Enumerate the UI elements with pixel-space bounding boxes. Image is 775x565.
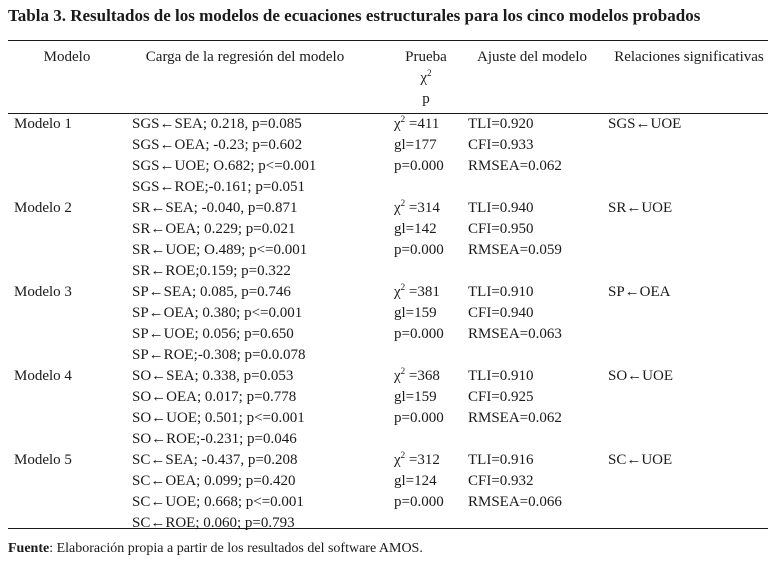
loading-line: SGS←SEA; 0.218, p=0.085	[132, 116, 302, 132]
significant-relation: SO←UOE	[608, 368, 674, 384]
chi-value: =312	[405, 452, 440, 468]
regression-loadings	[132, 282, 305, 366]
model-name: Modelo 3	[14, 284, 72, 300]
chi-symbol: χ	[394, 452, 401, 468]
source-note	[8, 541, 423, 557]
chi-value: =368	[405, 368, 440, 384]
table-title: Tabla 3. Resultados de los modelos de ecuaciones estructurales para los cinco modelos probados	[8, 6, 701, 25]
table-body	[0, 114, 775, 534]
loading-line: SO←UOE; 0.501; p<=0.001	[132, 410, 305, 426]
loading-line: SC←UOE; 0.668; p<=0.001	[132, 494, 304, 510]
loading-line: SP←UOE; 0.056; p=0.650	[132, 326, 294, 342]
fit-line: CFI=0.925	[468, 389, 534, 405]
loading-line: SGS←ROE;-0.161; p=0.051	[132, 179, 306, 195]
chi-symbol: χ	[394, 368, 401, 384]
gl-value: gl=142	[394, 221, 437, 237]
model-name: Modelo 4	[14, 368, 72, 384]
chi-square-test	[394, 114, 444, 177]
table-bottom-rule	[8, 528, 768, 529]
header-relaciones: Relaciones significativas	[614, 49, 764, 65]
header-chi-sup: 2	[427, 68, 432, 78]
model-name: Modelo 2	[14, 200, 72, 216]
fit-line: TLI=0.940	[468, 200, 534, 216]
header-chi-symbol: χ	[420, 70, 428, 86]
loading-line: SO←SEA; 0.338, p=0.053	[132, 368, 294, 384]
chi-sup: 2	[400, 366, 406, 376]
header-modelo: Modelo	[43, 49, 91, 65]
regression-loadings	[132, 198, 307, 282]
table-top-rule	[8, 40, 768, 41]
p-value: p=0.000	[394, 410, 444, 426]
chi-symbol: χ	[394, 284, 401, 300]
chi-value: =314	[405, 200, 440, 216]
table-row	[0, 114, 775, 198]
regression-loadings	[132, 366, 305, 450]
fit-line: CFI=0.940	[468, 305, 534, 321]
header-prueba	[394, 47, 458, 110]
fit-line: TLI=0.910	[468, 368, 534, 384]
loading-line: SR←ROE;0.159; p=0.322	[132, 263, 291, 279]
fit-line: CFI=0.933	[468, 137, 534, 153]
fit-line: CFI=0.950	[468, 221, 534, 237]
model-fit	[468, 450, 562, 513]
fit-line: RMSEA=0.066	[468, 494, 562, 510]
loading-line: SR←UOE; O.489; p<=0.001	[132, 242, 308, 258]
regression-loadings	[132, 450, 304, 534]
loading-line: SP←OEA; 0.380; p<=0.001	[132, 305, 303, 321]
chi-square-test	[394, 366, 444, 429]
fit-line: TLI=0.916	[468, 452, 534, 468]
fit-line: TLI=0.910	[468, 284, 534, 300]
loading-line: SR←SEA; -0.040, p=0.871	[132, 200, 298, 216]
model-fit	[468, 198, 562, 261]
table-row	[0, 450, 775, 534]
chi-sup: 2	[400, 198, 406, 208]
source-label: Fuente	[8, 541, 50, 556]
significant-relation: SR←UOE	[608, 200, 673, 216]
p-value: p=0.000	[394, 326, 444, 342]
gl-value: gl=159	[394, 305, 437, 321]
loading-line: SO←OEA; 0.017; p=0.778	[132, 389, 297, 405]
header-prueba-chi	[394, 68, 458, 89]
header-prueba-p: p	[422, 91, 430, 107]
chi-value-line	[394, 282, 444, 303]
loading-line: SP←SEA; 0.085, p=0.746	[132, 284, 291, 300]
p-value: p=0.000	[394, 494, 444, 510]
chi-symbol: χ	[394, 200, 401, 216]
chi-value-line	[394, 198, 444, 219]
table-row	[0, 366, 775, 450]
fit-line: RMSEA=0.062	[468, 410, 562, 426]
gl-value: gl=159	[394, 389, 437, 405]
chi-value: =381	[405, 284, 440, 300]
model-fit	[468, 366, 562, 429]
loading-line: SC←OEA; 0.099; p=0.420	[132, 473, 296, 489]
model-name: Modelo 1	[14, 116, 72, 132]
model-fit	[468, 114, 562, 177]
significant-relation: SC←UOE	[608, 452, 673, 468]
p-value: p=0.000	[394, 242, 444, 258]
header-prueba-label: Prueba	[405, 49, 447, 65]
chi-square-test	[394, 198, 444, 261]
table-row	[0, 282, 775, 366]
regression-loadings	[132, 114, 316, 198]
gl-value: gl=177	[394, 137, 437, 153]
loading-line: SR←OEA; 0.229; p=0.021	[132, 221, 296, 237]
loading-line: SC←SEA; -0.437, p=0.208	[132, 452, 298, 468]
chi-value-line	[394, 114, 444, 135]
loading-line: SP←ROE;-0.308; p=0.0.078	[132, 347, 306, 363]
header-carga: Carga de la regresión del modelo	[145, 49, 345, 65]
chi-sup: 2	[400, 114, 406, 124]
chi-value-line	[394, 450, 444, 471]
fit-line: CFI=0.932	[468, 473, 534, 489]
chi-value: =411	[405, 116, 440, 132]
chi-value-line	[394, 366, 444, 387]
significant-relation: SGS←UOE	[608, 116, 682, 132]
model-name: Modelo 5	[14, 452, 72, 468]
chi-symbol: χ	[394, 116, 401, 132]
gl-value: gl=124	[394, 473, 437, 489]
fit-line: RMSEA=0.062	[468, 158, 562, 174]
fit-line: TLI=0.920	[468, 116, 534, 132]
loading-line: SC←ROE; 0.060; p=0.793	[132, 515, 295, 531]
source-text: : Elaboración propia a partir de los resultados del software AMOS.	[49, 541, 423, 556]
fit-line: RMSEA=0.063	[468, 326, 562, 342]
chi-sup: 2	[400, 450, 406, 460]
loading-line: SGS←UOE; O.682; p<=0.001	[132, 158, 317, 174]
chi-square-test	[394, 450, 444, 513]
chi-sup: 2	[400, 282, 406, 292]
model-fit	[468, 282, 562, 345]
header-ajuste: Ajuste del modelo	[477, 49, 587, 65]
chi-square-test	[394, 282, 444, 345]
p-value: p=0.000	[394, 158, 444, 174]
fit-line: RMSEA=0.059	[468, 242, 562, 258]
significant-relation: SP←OEA	[608, 284, 671, 300]
loading-line: SGS←OEA; -0.23; p=0.602	[132, 137, 303, 153]
table-row	[0, 198, 775, 282]
loading-line: SO←ROE;-0.231; p=0.046	[132, 431, 297, 447]
